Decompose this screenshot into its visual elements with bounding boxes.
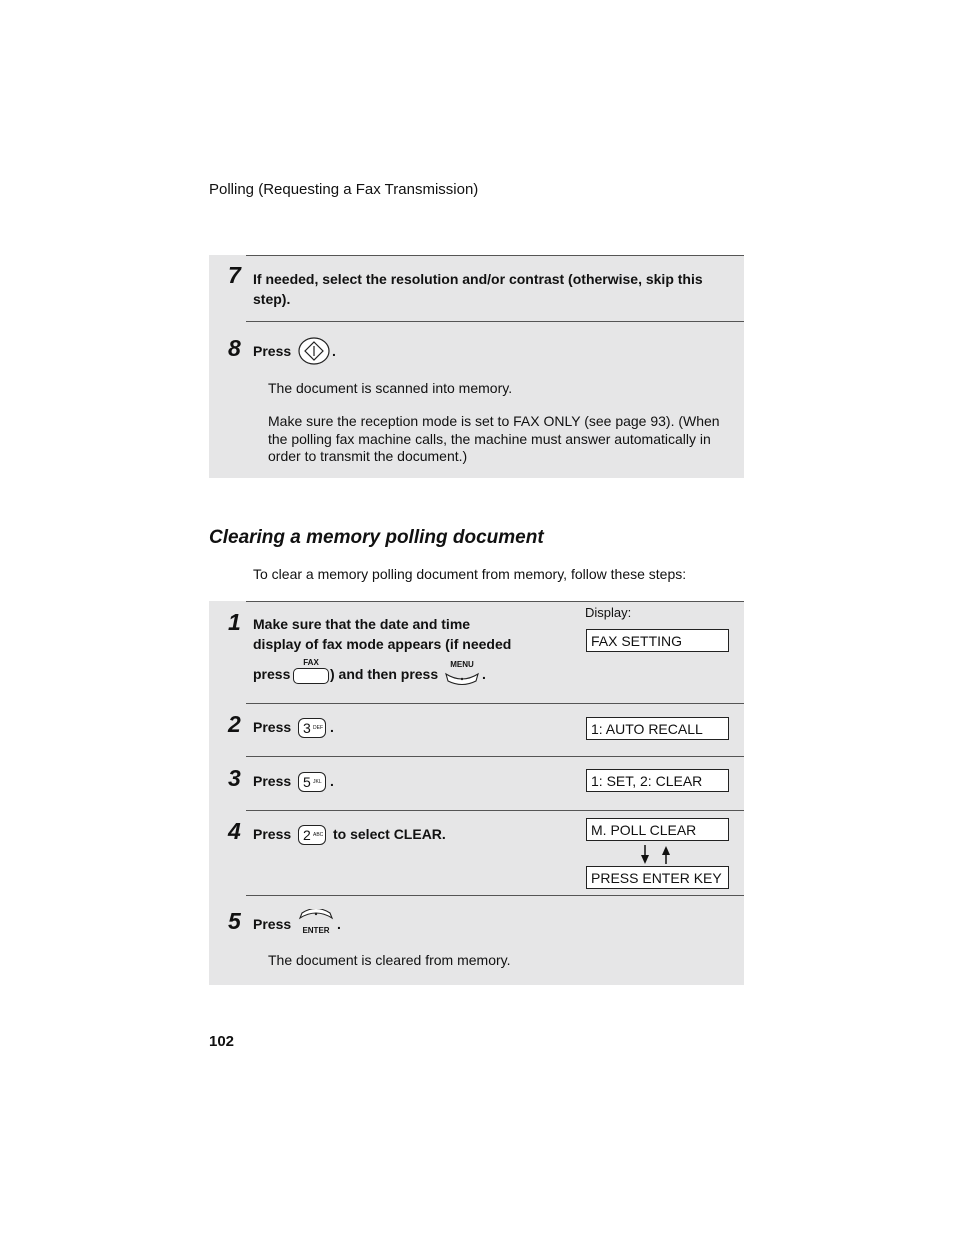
lcd-display: 1: AUTO RECALL	[586, 717, 729, 740]
key-letters: DEF	[313, 725, 323, 731]
step-number: 5	[228, 908, 241, 934]
divider	[246, 321, 744, 322]
key-5-icon	[298, 772, 326, 792]
enter-key-label: ENTER	[302, 926, 330, 935]
step-number: 7	[228, 262, 241, 288]
divider	[246, 703, 744, 704]
step-4-suffix: to select CLEAR.	[333, 826, 446, 842]
divider	[246, 255, 744, 256]
lcd-display: M. POLL CLEAR	[586, 818, 729, 841]
period: .	[482, 666, 486, 682]
lcd-display: 1: SET, 2: CLEAR	[586, 769, 729, 792]
step-number: 1	[228, 609, 241, 635]
step-5-note: The document is cleared from memory.	[268, 952, 511, 968]
press-label: Press	[253, 826, 292, 842]
lcd-display: PRESS ENTER KEY	[586, 866, 729, 889]
key-digit: 3	[303, 720, 311, 736]
enter-key-icon	[297, 909, 335, 935]
press-label: Press	[253, 343, 292, 359]
divider	[246, 895, 744, 896]
step-8-note: Make sure the reception mode is set to FAX ONLY (see page 93). (When the polling fax machine calls, the machine must answer automatically in order to transmit the document.)	[268, 413, 720, 464]
page-number: 102	[209, 1033, 235, 1050]
period: .	[330, 773, 334, 789]
key-2-icon	[298, 825, 326, 845]
display-label: Display:	[585, 605, 632, 620]
step-1-text: Make sure that the date and time	[253, 616, 471, 632]
key-3-icon	[298, 718, 326, 738]
divider	[246, 756, 744, 757]
period: .	[337, 916, 341, 932]
step-number: 4	[228, 818, 241, 844]
step-1-text: display of fax mode appears (if needed	[253, 636, 512, 652]
divider	[246, 601, 744, 602]
section-title: Clearing a memory polling document	[209, 527, 544, 548]
lcd-display: FAX SETTING	[586, 629, 729, 652]
step-7-text: If needed, select the resolution and/or contrast (otherwise, skip this step).	[253, 271, 703, 307]
step-1-press: press	[253, 666, 291, 682]
step-number: 8	[228, 335, 241, 361]
press-label: Press	[253, 916, 292, 932]
divider	[246, 810, 744, 811]
step-number: 3	[228, 765, 241, 791]
menu-key-label: MENU	[450, 660, 474, 669]
press-label: Press	[253, 719, 292, 735]
start-key-icon	[297, 336, 331, 371]
step-1-and-then: ) and then press	[330, 666, 439, 682]
key-digit: 5	[303, 774, 311, 790]
menu-key-icon	[444, 660, 480, 691]
press-label: Press	[253, 773, 292, 789]
step-8-note: The document is scanned into memory.	[268, 380, 513, 396]
fax-key-label: FAX	[303, 658, 319, 667]
section-intro: To clear a memory polling document from memory, follow these steps:	[253, 566, 687, 582]
running-header: Polling (Requesting a Fax Transmission)	[209, 181, 479, 198]
key-letters: ABC	[313, 832, 324, 838]
key-letters: JKL	[313, 779, 322, 785]
step-number: 2	[228, 711, 241, 737]
key-digit: 2	[303, 827, 311, 843]
fax-key-icon	[293, 658, 329, 684]
period: .	[330, 719, 334, 735]
period: .	[332, 343, 336, 359]
